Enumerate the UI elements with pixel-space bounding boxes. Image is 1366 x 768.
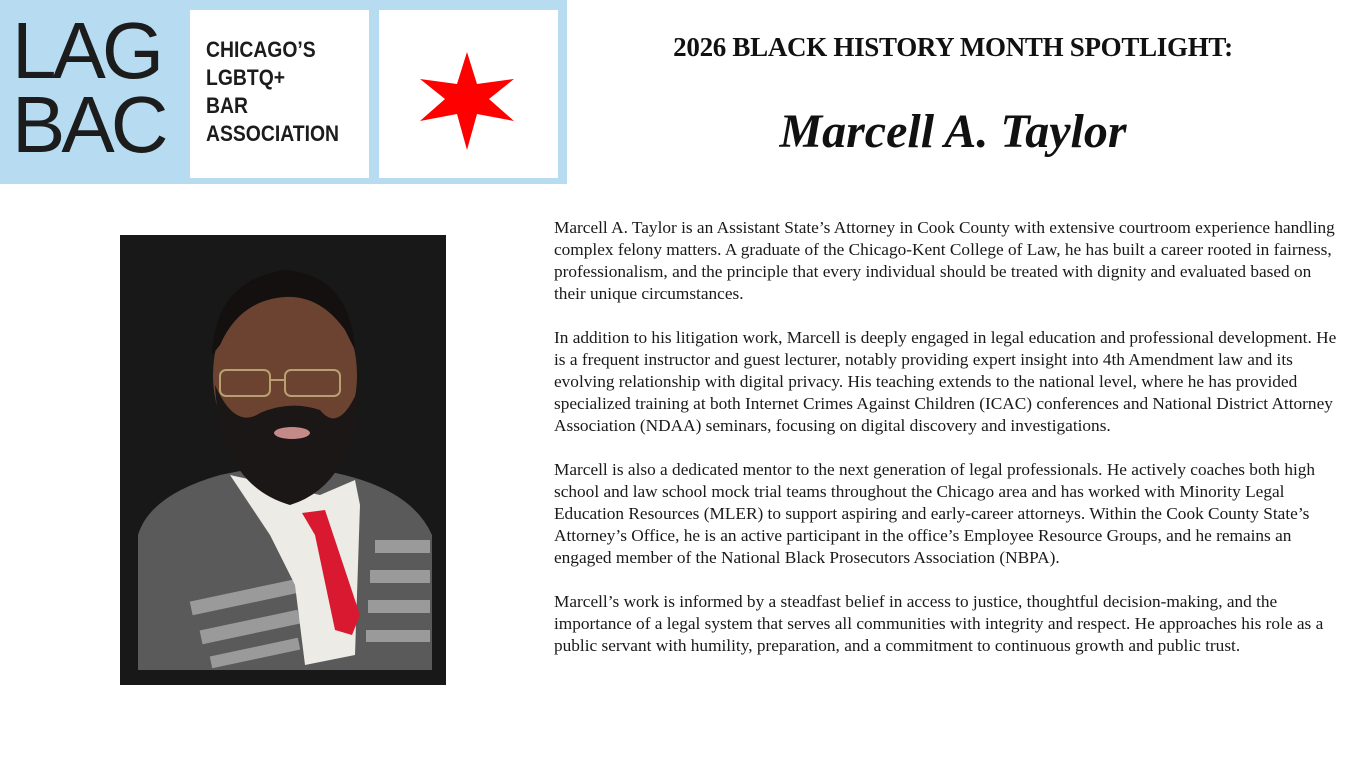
biography: [554, 217, 1344, 679]
spotlight-heading: 2026 BLACK HISTORY MONTH SPOTLIGHT:: [673, 32, 1233, 62]
portrait-photo: [120, 235, 446, 685]
logo-acronym-line1: LAG: [12, 6, 161, 95]
logo-org-line: ASSOCIATION: [206, 121, 340, 146]
logo-org-line: LGBTQ+: [206, 65, 286, 90]
lagbac-logo: [0, 0, 567, 184]
bio-paragraph: Marcell’s work is informed by a steadfast belief in access to justice, thoughtful decision-making, and the importance of a legal system that serves all communities with integrity and respect. He approaches his role as a public servant with humility, preparation, and a commitment to continuous growth and public trust.: [554, 592, 1324, 655]
honoree-name: Marcell A. Taylor: [779, 105, 1127, 158]
logo-org-line: CHICAGO’S: [206, 37, 316, 62]
logo-org-name: [206, 36, 339, 148]
logo-acronym: [12, 6, 165, 169]
chicago-star-icon: [419, 44, 519, 154]
logo-org-line: BAR: [206, 93, 248, 118]
bio-paragraph: Marcell is also a dedicated mentor to the next generation of legal professionals. He actively coaches both high school and law school mock trial teams throughout the Chicago area and has worked with Minority Legal Education Resources (MLER) to support aspiring and early-career attorneys. Within the Cook County State’s Attorney’s Office, he is an active participant in the office’s Employee Resource Groups, and he remains an engaged member of the National Black Prosecutors Association (NBPA).: [554, 460, 1316, 567]
logo-org-name-box: [190, 10, 369, 178]
logo-acronym-line2: BAC: [12, 80, 165, 169]
portrait-image: [120, 235, 446, 685]
logo-star-box: [379, 10, 558, 178]
bio-paragraph: In addition to his litigation work, Marcell is deeply engaged in legal education and professional development. He is a frequent instructor and guest lecturer, notably providing expert insight into 4th Amendment law and its evolving relationship with digital privacy. His teaching extends to the national level, where he has provided specialized training at both Internet Crimes Against Children (ICAC) conferences and National District Attorney Association (NDAA) seminars, focusing on digital discovery and investigations.: [554, 328, 1337, 435]
bio-paragraph: Marcell A. Taylor is an Assistant State’s Attorney in Cook County with extensive courtroom experience handling complex felony matters. A graduate of the Chicago-Kent College of Law, he has built a career rooted in fairness, professionalism, and the principle that every individual should be treated with dignity and evaluated based on their unique circumstances.: [554, 218, 1335, 303]
